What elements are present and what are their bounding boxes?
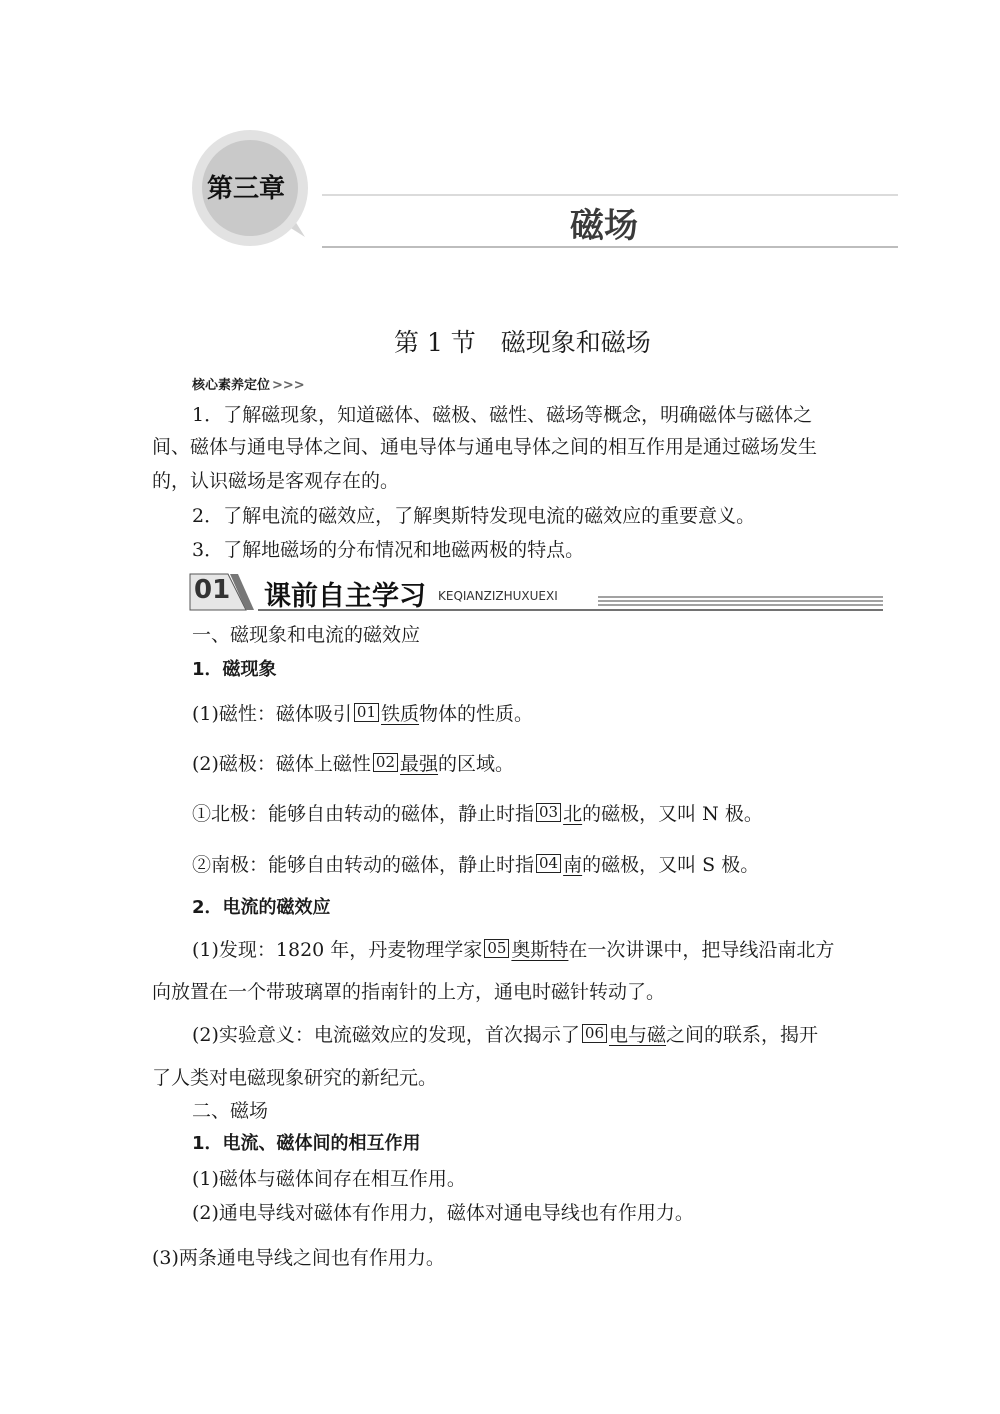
answer: 电与磁 [609, 1024, 667, 1046]
section-heading: 一、磁现象和电流的磁效应 [192, 624, 421, 646]
banner-pinyin: KEQIANZIZHUXUEXI [438, 589, 558, 603]
objective-line: 1．了解磁现象，知道磁体、磁极、磁性、磁场等概念，明确磁体与磁体之 [192, 404, 813, 426]
statement-line: (2)通电导线对磁体有作用力，磁体对通电导线也有作用力。 [192, 1202, 694, 1224]
fill-text: (1)发现：1820 年，丹麦物理学家 [192, 939, 483, 961]
blank-number: 06 [582, 1024, 607, 1043]
fill-text: 在一次讲课中，把导线沿南北方 [568, 939, 835, 961]
fill-line [192, 933, 834, 967]
statement-line: (1)磁体与磁体间存在相互作用。 [192, 1168, 466, 1190]
answer: 南 [563, 854, 583, 876]
core-literacy-arrows: >>> [272, 378, 305, 393]
fill-line [192, 747, 514, 781]
answer: 奥斯特 [511, 939, 569, 961]
chapter-badge: 第三章 [207, 174, 286, 204]
fill-line-continued: 了人类对电磁现象研究的新纪元。 [152, 1067, 438, 1089]
fill-text: 物体的性质。 [419, 703, 534, 725]
core-literacy-label [192, 374, 305, 393]
fill-text: 之间的联系，揭开 [666, 1024, 819, 1046]
subsection-heading: 2．电流的磁效应 [192, 897, 331, 918]
blank-number: 04 [536, 854, 561, 873]
subsection-heading: 1．磁现象 [192, 659, 277, 680]
blank-number: 03 [536, 803, 561, 822]
chapter-title: 磁场 [570, 206, 638, 246]
fill-text: ②南极：能够自由转动的磁体，静止时指 [192, 854, 535, 876]
blank-number: 01 [354, 703, 379, 722]
section-heading: 二、磁场 [192, 1100, 269, 1122]
objective-line: 的，认识磁场是客观存在的。 [152, 470, 400, 492]
fill-text: (1)磁性：磁体吸引 [192, 703, 352, 725]
fill-text: 的磁极，又叫 N 极。 [582, 803, 763, 825]
section-title: 第 1 节 磁现象和磁场 [394, 328, 651, 357]
fill-line [192, 697, 533, 731]
fill-line [192, 797, 763, 831]
banner-title: 课前自主学习 [264, 581, 426, 612]
blank-number: 02 [373, 753, 398, 772]
objective-line: 2．了解电流的磁效应，了解奥斯特发现电流的磁效应的重要意义。 [192, 505, 756, 527]
statement-line: (3)两条通电导线之间也有作用力。 [152, 1247, 445, 1269]
fill-text: (2)实验意义：电流磁效应的发现，首次揭示了 [192, 1024, 580, 1046]
fill-text: ①北极：能够自由转动的磁体，静止时指 [192, 803, 535, 825]
objective-line: 间、磁体与通电导体之间、通电导体与通电导体之间的相互作用是通过磁场发生 [152, 436, 818, 458]
fill-text: (2)磁极：磁体上磁性 [192, 753, 371, 775]
core-literacy-text: 核心素养定位 [192, 378, 271, 393]
blank-number: 05 [484, 939, 509, 958]
fill-line [192, 848, 759, 882]
answer: 北 [563, 803, 583, 825]
chapter-header-graphic [180, 125, 910, 265]
fill-text: 的区域。 [438, 753, 515, 775]
fill-line [192, 1018, 818, 1052]
fill-text: 的磁极，又叫 S 极。 [582, 854, 760, 876]
objective-line: 3．了解地磁场的分布情况和地磁两极的特点。 [192, 539, 585, 561]
answer: 最强 [400, 753, 439, 775]
banner-number: 01 [194, 575, 231, 605]
fill-line-continued: 向放置在一个带玻璃罩的指南针的上方，通电时磁针转动了。 [152, 981, 666, 1003]
subsection-heading: 1．电流、磁体间的相互作用 [192, 1133, 421, 1154]
answer: 铁质 [381, 703, 420, 725]
